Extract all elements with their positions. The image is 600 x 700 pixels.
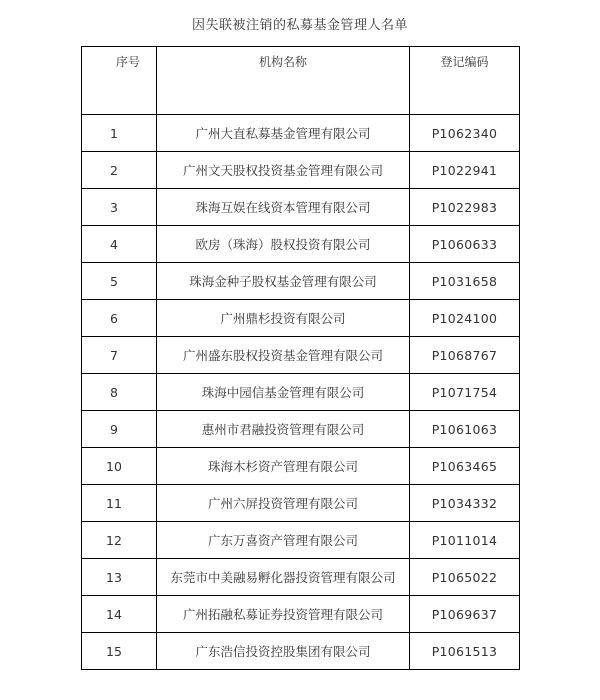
cell-registration-code: P1022941 [410, 152, 520, 189]
cell-no [82, 411, 157, 448]
row-number: 12 [106, 532, 122, 548]
row-number: 11 [106, 495, 122, 511]
header-no [82, 47, 157, 115]
cell-no [82, 152, 157, 189]
cell-no [82, 226, 157, 263]
table-header-row [82, 47, 520, 115]
manager-table [81, 46, 520, 670]
row-number: 6 [110, 310, 118, 326]
table-row [82, 411, 520, 448]
row-number: 9 [110, 421, 118, 437]
cell-institution-name: 广州鼎杉投资有限公司 [157, 300, 410, 337]
cell-institution-name: 广东万喜资产管理有限公司 [157, 522, 410, 559]
cell-institution-name: 广东浩信投资控股集团有限公司 [157, 633, 410, 670]
row-number: 1 [110, 125, 118, 141]
table-row [82, 485, 520, 522]
cell-no [82, 374, 157, 411]
cell-institution-name: 欧房（珠海）股权投资有限公司 [157, 226, 410, 263]
header-name: 机构名称 [157, 47, 410, 115]
cell-institution-name: 广州六屏投资管理有限公司 [157, 485, 410, 522]
row-number: 13 [106, 569, 122, 585]
cell-registration-code: P1061063 [410, 411, 520, 448]
cell-registration-code: P1060633 [410, 226, 520, 263]
cell-no [82, 337, 157, 374]
cell-no [82, 633, 157, 670]
table-row [82, 152, 520, 189]
table-row [82, 115, 520, 152]
table-row [82, 448, 520, 485]
cell-institution-name: 珠海木杉资产管理有限公司 [157, 448, 410, 485]
cell-registration-code: P1061513 [410, 633, 520, 670]
cell-registration-code: P1031658 [410, 263, 520, 300]
row-number: 2 [110, 162, 118, 178]
cell-registration-code: P1034332 [410, 485, 520, 522]
table-row [82, 263, 520, 300]
table-row [82, 522, 520, 559]
table-row [82, 633, 520, 670]
cell-registration-code: P1069637 [410, 596, 520, 633]
cell-no [82, 300, 157, 337]
cell-registration-code: P1011014 [410, 522, 520, 559]
row-number: 5 [110, 273, 118, 289]
cell-no [82, 485, 157, 522]
cell-institution-name: 珠海金种子股权基金管理有限公司 [157, 263, 410, 300]
cell-institution-name: 广州文天股权投资基金管理有限公司 [157, 152, 410, 189]
table-row [82, 300, 520, 337]
cell-institution-name: 惠州市君融投资管理有限公司 [157, 411, 410, 448]
cell-no [82, 263, 157, 300]
row-number: 8 [110, 384, 118, 400]
row-number: 10 [106, 458, 122, 474]
cell-registration-code: P1024100 [410, 300, 520, 337]
cell-no [82, 448, 157, 485]
cell-institution-name: 珠海互娱在线资本管理有限公司 [157, 189, 410, 226]
table-row [82, 374, 520, 411]
cell-registration-code: P1022983 [410, 189, 520, 226]
row-number: 3 [110, 199, 118, 215]
header-no-label: 序号 [115, 55, 140, 69]
row-number: 7 [110, 347, 118, 363]
header-code: 登记编码 [410, 47, 520, 115]
document-title: 因失联被注销的私募基金管理人名单 [191, 18, 408, 33]
table-row [82, 226, 520, 263]
table-row [82, 559, 520, 596]
cell-no [82, 596, 157, 633]
cell-no [82, 189, 157, 226]
cell-institution-name: 广州拓融私募证券投资管理有限公司 [157, 596, 410, 633]
cell-institution-name: 珠海中园信基金管理有限公司 [157, 374, 410, 411]
row-number: 4 [110, 236, 118, 252]
row-number: 14 [106, 606, 122, 622]
cell-no [82, 115, 157, 152]
cell-registration-code: P1065022 [410, 559, 520, 596]
cell-institution-name: 广州大直私募基金管理有限公司 [157, 115, 410, 152]
cell-institution-name: 东莞市中美融易孵化器投资管理有限公司 [157, 559, 410, 596]
table-row [82, 596, 520, 633]
cell-registration-code: P1063465 [410, 448, 520, 485]
cell-institution-name: 广州盛东股权投资基金管理有限公司 [157, 337, 410, 374]
cell-registration-code: P1071754 [410, 374, 520, 411]
cell-no [82, 522, 157, 559]
table-row [82, 189, 520, 226]
row-number: 15 [106, 643, 122, 659]
table-row [82, 337, 520, 374]
cell-no [82, 559, 157, 596]
cell-registration-code: P1068767 [410, 337, 520, 374]
cell-registration-code: P1062340 [410, 115, 520, 152]
